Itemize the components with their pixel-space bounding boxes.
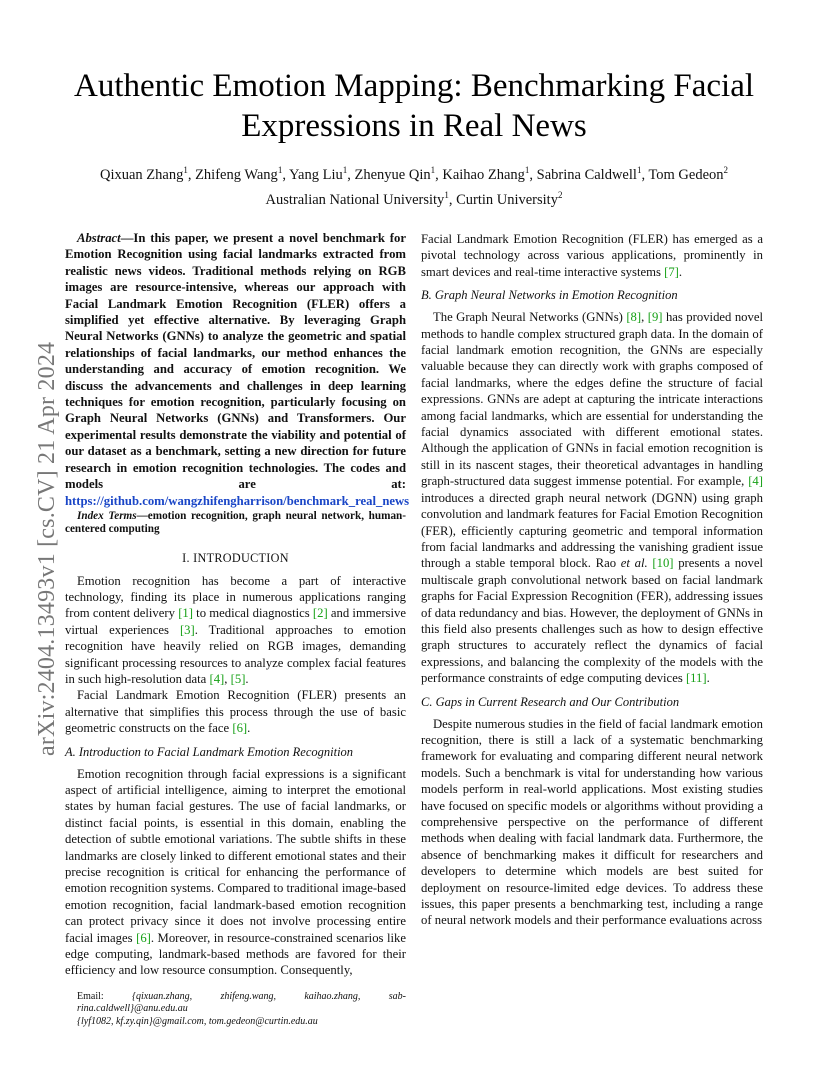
subsection-heading-b: B. Graph Neural Networks in Emotion Recognition bbox=[421, 288, 678, 303]
paragraph: Emotion recognition has become a part of interactive technology, finding its place in numerous applications ranging from content delivery [1] to medical diagnostics [2] and immersive virtual experiences [3]. Traditional approaches to emotion recognition have heavily relied on RGB images, demanding significant processing resources to analyze complex facial features in such high-resolution data [4], [5]. bbox=[65, 573, 406, 686]
paragraph: Emotion recognition through facial expressions is a significant aspect of artificial intelligence, aiming to interpret the emotional states by human facial gestures. The use of facial landmarks, or distinct facial points, is essential in this domain, enabling the detection of subtle emotional variations. The subtle shifts in these landmarks are closely linked to different emotional states and their precise recognition is critical for enhancing the performance of emotion recognition systems. Compared to traditional image-based emotion recognition, facial landmark-based emotion recognition can protect privacy since it does not involve processing entire facial images [6]. Moreover, in resource-constrained scenarios like edge computing, landmark-based methods are favored for their efficiency and low resource consumption. Consequently, bbox=[65, 766, 406, 978]
subsection-heading-c: C. Gaps in Current Research and Our Contribution bbox=[421, 694, 680, 709]
subsection-heading-a: A. Introduction to Facial Landmark Emotion Recognition bbox=[65, 744, 354, 759]
paragraph: Facial Landmark Emotion Recognition (FLER) has emerged as a pivotal technology across various applications, prominently in smart devices and real-time interactive systems [7]. bbox=[421, 232, 763, 279]
affiliation: Curtin University$^2$ bbox=[456, 189, 563, 208]
citation-link[interactable]: [8] bbox=[626, 310, 642, 325]
author-block bbox=[40, 160, 788, 210]
left-column bbox=[65, 230, 410, 1028]
paragraph: Facial Landmark Emotion Recognition (FLER) presents an alternative that simplifies this process through the use of basic geometric constructs on the face [6]. bbox=[65, 688, 406, 736]
citation-link[interactable]: [4] bbox=[209, 671, 225, 686]
paragraph: Despite numerous studies in the field of facial landmark emotion recognition, there is still a lack of a systematic benchmarking framework for evaluating and comparing different neural network models. Such a benchmark is vital for understanding how various models perform in real-world applications. Most existing studies have focused on specific models or algorithms without providing a comprehensive perspective on the performance of different methods when dealing with facial landmark data. Furthermore, the absence of benchmarking makes it difficult for researchers and developers to determine which models are best suited for deployment on resource-limited edge devices. To address these issues, this paper presents a benchmarking test, including a range of neural network models and their performance evaluations across bbox=[421, 716, 763, 928]
right-column bbox=[421, 231, 763, 929]
citation-link[interactable]: [5] bbox=[230, 671, 246, 686]
citation-link[interactable]: [2] bbox=[312, 606, 328, 621]
affiliation-list: Australian National University$^1$, Curtin University$^2$ bbox=[265, 189, 563, 208]
arxiv-side-stamp bbox=[34, 286, 60, 756]
author: Zhifeng Wang$^1$ bbox=[195, 165, 283, 183]
paper-title: Authentic Emotion Mapping: Benchmarking Facial Expressions in Real News bbox=[73, 68, 755, 144]
abstract-label: Abstract bbox=[77, 231, 121, 245]
code-repository-link[interactable]: https://github.com/wangzhifengharrison/benchmark_real_news bbox=[65, 493, 410, 508]
footnote-line: rina.caldwell}@anu.edu.au bbox=[77, 1003, 188, 1015]
index-terms-label: Index Terms bbox=[77, 509, 137, 522]
footnote-line: {lyf1082, kf.zy.qin}@gmail.com, tom.gedeon@curtin.edu.au bbox=[77, 1015, 318, 1027]
footnote-emails bbox=[65, 991, 406, 1029]
citation-link[interactable]: [6] bbox=[232, 721, 248, 736]
author: Qixuan Zhang$^1$ bbox=[99, 165, 188, 183]
paragraph: The Graph Neural Networks (GNNs) [8], [9] has provided novel methods to handle complex structured graph data. In the domain of facial landmark emotion recognition, the GNNs are especially valuable because they can directly work with graphs composed of facial landmarks, where the edges define the structure of facial expressions. GNNs are adept at capturing the intricate interactions among facial landmarks, which are essential for understanding the facial dynamics associated with different emotional states. Although the application of GNNs in facial emotion recognition is still in its nascent stages, their theoretical advantages in handling graph-structured data suggest immense potential. For example, [4] introduces a directed graph neural network (DGNN) using graph convolution and landmark features for Facial Emotion Recognition (FER), efficiently capturing geometric and temporal information from facial landmarks and addressing the vanishing gradient issue through a stable temporal block. Rao et al. [10] presents a novel multiscale graph convolutional network based on facial landmark graphs for Facial Expression Recognition (FER), addressing issues of data redundancy and bias. However, the deployment of GNNs in this field also presents challenges such as how to design effective graph structures to accurately reflect the dynamics of facial expressions, and balancing the complexity of the models with the performance constraints of edge computing devices [11]. bbox=[421, 310, 764, 686]
affiliation: Australian National University$^1$ bbox=[265, 189, 449, 208]
citation-link[interactable]: [11] bbox=[685, 671, 707, 686]
citation-link[interactable]: [9] bbox=[647, 310, 663, 325]
citation-link[interactable]: [6] bbox=[136, 930, 151, 945]
footnote-line: Email: {qixuan.zhang, zhifeng.wang, kaihao.zhang, sab- bbox=[77, 990, 406, 1002]
index-terms: Index Terms—emotion recognition, graph neural network, human-centered computing bbox=[65, 509, 406, 536]
author: Zhenyue Qin$^1$ bbox=[354, 165, 436, 183]
author: Kaihao Zhang$^1$ bbox=[442, 165, 530, 183]
citation-link[interactable]: [10] bbox=[652, 556, 674, 571]
citation-link[interactable]: [1] bbox=[178, 606, 193, 621]
citation-link[interactable]: [3] bbox=[179, 622, 195, 637]
citation-link[interactable]: [7] bbox=[664, 264, 679, 279]
citation-link[interactable]: [4] bbox=[748, 474, 763, 489]
author-list: Qixuan Zhang$^1$, Zhifeng Wang$^1$, Yang Liu$^1$, Zhenyue Qin$^1$, Kaihao Zhang$^1$, Sabrina Caldwell$^1$, Tom Gedeon$^2$ bbox=[99, 165, 729, 183]
section-heading-introduction: I. INTRODUCTION bbox=[182, 550, 289, 565]
author: Tom Gedeon$^2$ bbox=[648, 165, 729, 183]
author: Sabrina Caldwell$^1$ bbox=[536, 165, 642, 183]
abstract: Abstract—In this paper, we present a novel benchmark for Emotion Recognition using facial landmarks extracted from realistic news videos. Traditional methods relying on RGB images are resource-intensive, whereas our approach with Facial Landmark Emotion Recognition (FLER) offers a simplified yet effective alternative. By leveraging Graph Neural Networks (GNNs) to analyze the geometric and spatial relationships of facial landmarks, our method enhances the understanding and accuracy of emotion recognition. We discuss the advancements and challenges in deep learning techniques for emotion recognition, particularly focusing on Graph Neural Networks (GNNs) and Transformers. Our experimental results demonstrate the viability and potential of our dataset as a benchmark, setting a new direction for future research in emotion recognition technologies. The codes and models are at: https://github.com/wangzhifengharrison/benchmark_real_news bbox=[65, 231, 410, 508]
arxiv-identifier: arXiv:2404.13493v1 [cs.CV] 21 Apr 2024 bbox=[34, 341, 60, 756]
author: Yang Liu$^1$ bbox=[289, 165, 348, 183]
